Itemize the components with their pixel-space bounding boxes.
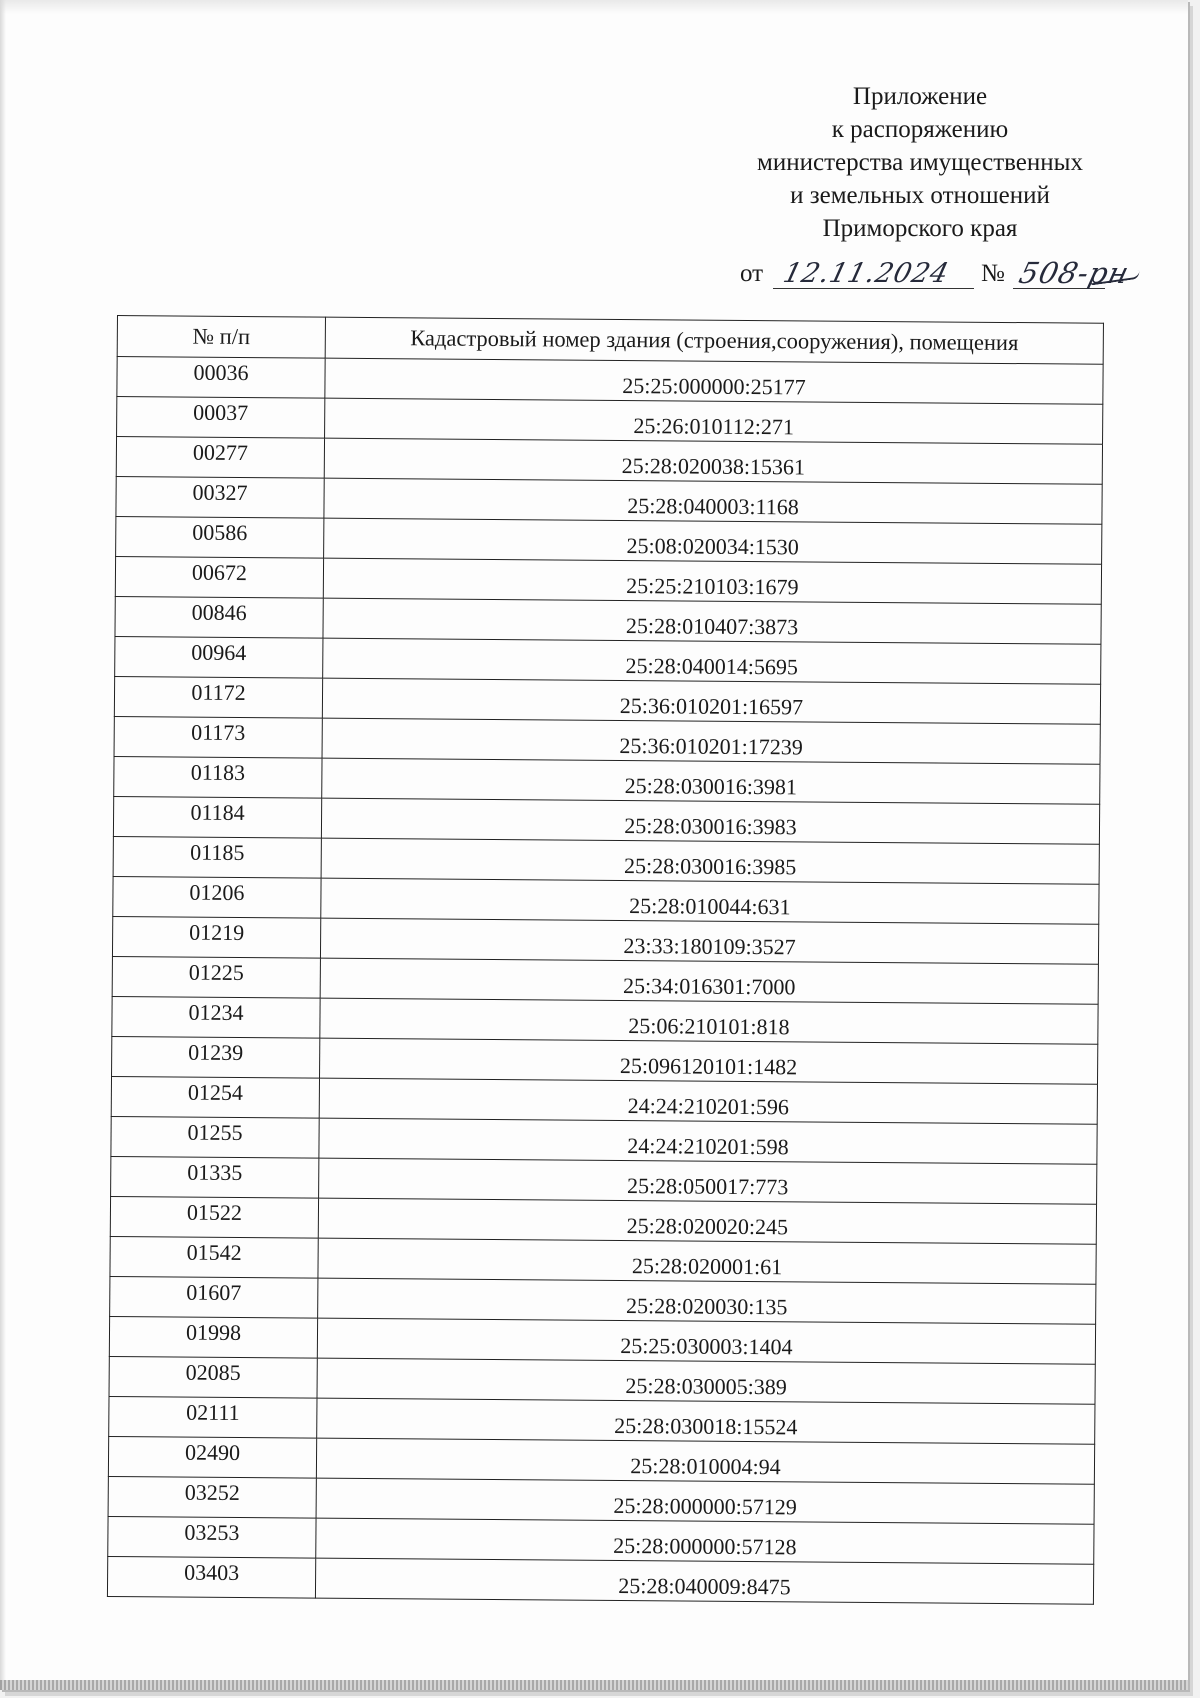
row-number: 01255 (111, 1116, 319, 1158)
cadastral-number: 25:36:010201:16597 (322, 678, 1100, 724)
row-number: 01998 (109, 1316, 317, 1358)
scan-shadow-top (0, 0, 1188, 14)
row-number: 01184 (113, 796, 321, 838)
column-header-cadastral: Кадастровый номер здания (строения,сооружения), помещения (325, 317, 1103, 364)
row-number: 01522 (110, 1196, 318, 1238)
row-number: 00964 (115, 636, 323, 678)
row-number: 01172 (114, 676, 322, 718)
cadastral-number: 25:28:030016:3985 (321, 838, 1099, 884)
row-number: 01335 (111, 1156, 319, 1198)
table-row (107, 1556, 1093, 1604)
row-number: 02111 (109, 1396, 317, 1438)
cadastral-number: 25:28:030016:3983 (321, 798, 1099, 844)
cadastral-number: 25:08:020034:1530 (324, 518, 1102, 564)
row-number: 02085 (109, 1356, 317, 1398)
handwritten-date: 12.11.2024 (780, 258, 953, 289)
cadastral-number: 25:36:010201:17239 (322, 718, 1100, 764)
handwritten-number: 508-рн (1015, 256, 1134, 290)
cadastral-number: 24:24:210201:598 (319, 1118, 1097, 1164)
cadastral-number: 23:33:180109:3527 (320, 918, 1098, 964)
cadastral-number: 25:28:000000:57128 (316, 1518, 1094, 1564)
row-number: 01239 (112, 1036, 320, 1078)
cadastral-number: 25:28:010004:94 (316, 1438, 1094, 1484)
row-number: 01542 (110, 1236, 318, 1278)
cadastral-number: 25:28:040014:5695 (323, 638, 1101, 684)
cadastral-number: 25:28:010407:3873 (323, 598, 1101, 644)
cadastral-number: 25:28:050017:773 (319, 1158, 1097, 1204)
appendix-line-3: министерства имущественных (757, 149, 1083, 176)
cadastral-table (107, 315, 1104, 1605)
cadastral-number: 25:28:030016:3981 (322, 758, 1100, 804)
cadastral-number: 25:096120101:1482 (320, 1038, 1098, 1084)
row-number: 01185 (113, 836, 321, 878)
cadastral-number: 25:28:040003:1168 (324, 478, 1102, 524)
row-number: 01254 (111, 1076, 319, 1118)
cadastral-number: 25:28:020038:15361 (324, 438, 1102, 484)
number-prefix: № (981, 260, 1005, 287)
appendix-title: Приложение (852, 83, 988, 110)
appendix-line-4: и земельных отношений (790, 182, 1050, 209)
cadastral-number: 25:25:000000:25177 (325, 358, 1103, 404)
cadastral-number: 25:06:210101:818 (320, 998, 1098, 1044)
row-number: 03403 (107, 1556, 315, 1598)
cadastral-number: 25:28:020030:135 (318, 1278, 1096, 1324)
row-number: 01173 (114, 716, 322, 758)
table-body (107, 357, 1103, 1605)
row-number: 00277 (116, 437, 324, 479)
row-number: 00846 (115, 596, 323, 638)
row-number: 01234 (112, 996, 320, 1038)
cadastral-number: 25:26:010112:271 (325, 398, 1103, 444)
scan-shadow-left (0, 0, 6, 1690)
row-number: 00036 (117, 357, 325, 399)
order-date-number-line (740, 254, 1160, 298)
scan-edge-bottom (0, 1680, 1188, 1690)
row-number: 00586 (116, 516, 324, 558)
appendix-line-2: к распоряжению (831, 116, 1009, 143)
cadastral-number: 25:25:030003:1404 (317, 1318, 1095, 1364)
row-number: 01219 (112, 916, 320, 958)
row-number: 01607 (110, 1276, 318, 1318)
cadastral-number: 25:25:210103:1679 (323, 558, 1101, 604)
row-number: 00327 (116, 476, 324, 518)
row-number: 01183 (114, 756, 322, 798)
row-number: 00037 (117, 397, 325, 439)
appendix-line-5: Приморского края (822, 215, 1018, 242)
row-number: 00672 (115, 556, 323, 598)
row-number: 02490 (108, 1436, 316, 1478)
cadastral-number: 25:28:040009:8475 (315, 1558, 1093, 1604)
cadastral-number: 25:28:020020:245 (318, 1198, 1096, 1244)
appendix-header (720, 80, 1120, 245)
cadastral-number: 25:34:016301:7000 (320, 958, 1098, 1004)
row-number: 03252 (108, 1476, 316, 1518)
column-header-number: № п/п (117, 316, 325, 359)
date-prefix: от (740, 260, 764, 287)
cadastral-number: 25:28:030005:389 (317, 1358, 1095, 1404)
cadastral-number: 25:28:030018:15524 (317, 1398, 1095, 1444)
cadastral-number: 25:28:000000:57129 (316, 1478, 1094, 1524)
row-number: 01206 (113, 876, 321, 918)
cadastral-number: 25:28:020001:61 (318, 1238, 1096, 1284)
row-number: 03253 (108, 1516, 316, 1558)
cadastral-number: 24:24:210201:596 (319, 1078, 1097, 1124)
row-number: 01225 (112, 956, 320, 998)
cadastral-number: 25:28:010044:631 (321, 878, 1099, 924)
cadastral-table-wrapper (107, 315, 1103, 1605)
